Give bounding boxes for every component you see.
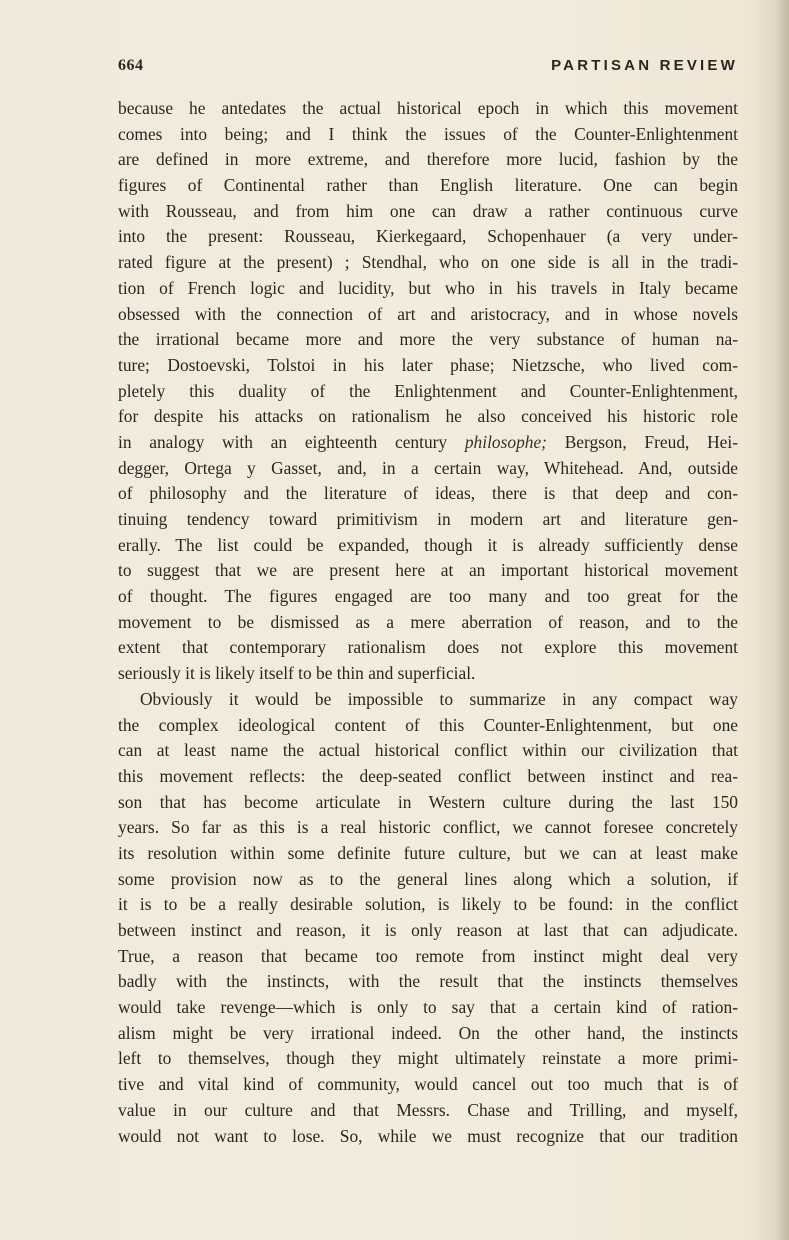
text-line: value in our culture and that Messrs. Chase and Trilling, and myself,	[118, 1099, 738, 1120]
text-line: the irrational became more and more the very substance of human na-	[118, 329, 738, 350]
text-line: are defined in more extreme, and therefore more lucid, fashion by the	[118, 149, 738, 170]
text-line: would not want to lose. So, while we must recognize that our tradition	[118, 1125, 738, 1146]
paragraph-end-line: seriously it is likely itself to be thin and superficial.	[118, 663, 476, 684]
text-line: with Rousseau, and from him one can draw a rather continuous curve	[118, 200, 738, 221]
text-line: left to themselves, though they might ultimately reinstate a more primi-	[118, 1048, 738, 1069]
text-line: between instinct and reason, it is only reason at last that can adjudicate.	[118, 920, 738, 940]
text-run: Bergson, Freud, Hei-	[546, 431, 738, 452]
text-line: this movement reflects: the deep-seated conflict between instinct and rea-	[118, 765, 738, 786]
text-line: some provision now as to the general lines along which a solution, if	[118, 868, 738, 889]
text-line: erally. The list could be expanded, though it is already sufficiently dense	[118, 534, 738, 555]
text-line: tive and vital kind of community, would cancel out too much that is of	[118, 1074, 738, 1095]
text-line: alism might be very irrational indeed. On the other hand, the instincts	[118, 1022, 738, 1043]
running-head	[118, 57, 738, 81]
text-line: it is to be a really desirable solution, is likely to be found: in the conflict	[118, 894, 738, 915]
text-line: would take revenge—which is only to say that a certain kind of ration-	[118, 997, 738, 1018]
text-line: son that has become articulate in Western culture during the last 150	[118, 791, 738, 812]
text-line: to suggest that we are present here at an important historical movement	[118, 560, 738, 581]
text-line: its resolution within some definite future culture, but we can at least make	[118, 842, 738, 863]
text-line: years. So far as this is a real historic conflict, we cannot foresee concretely	[118, 817, 738, 838]
page-edge-shadow	[775, 0, 789, 1240]
journal-title: PARTISAN REVIEW	[551, 57, 738, 74]
text-line: can at least name the actual historical conflict within our civilization that	[118, 740, 738, 761]
text-line: ture; Dostoevski, Tolstoi in his later phase; Nietzsche, who lived com-	[118, 354, 738, 375]
paragraph-first-line: Obviously it would be impossible to summarize in any compact way	[140, 688, 738, 709]
text-line: True, a reason that became too remote from instinct might deal very	[118, 945, 738, 966]
text-line: obsessed with the connection of art and aristocracy, and in whose novels	[118, 303, 738, 324]
text-line: rated figure at the present) ; Stendhal, who on one side is all in the tradi-	[118, 252, 738, 273]
article-body	[118, 96, 738, 1149]
text-line: badly with the instincts, with the result that the instincts themselves	[118, 971, 738, 992]
text-line: for despite his attacks on rationalism he also conceived his historic role	[118, 406, 738, 427]
italic-term: philosophe;	[464, 431, 547, 452]
text-line: extent that contemporary rationalism does not explore this movement	[118, 637, 738, 658]
text-line: comes into being; and I think the issues of the Counter-Enlightenment	[118, 123, 738, 144]
text-line: figures of Continental rather than English literature. One can begin	[118, 175, 738, 196]
text-line: because he antedates the actual historical epoch in which this movement	[118, 98, 738, 118]
text-line: the complex ideological content of this Counter-Enlightenment, but one	[118, 714, 738, 735]
text-line: pletely this duality of the Enlightenment and Counter-Enlightenment,	[118, 380, 738, 401]
text-line: degger, Ortega y Gasset, and, in a certain way, Whitehead. And, outside	[118, 457, 738, 478]
text-run: in analogy with an eighteenth century	[118, 431, 465, 452]
text-line-with-italic	[118, 430, 738, 456]
text-line: of thought. The figures engaged are too many and too great for the	[118, 586, 738, 607]
page-number: 664	[118, 57, 144, 74]
text-line: of philosophy and the literature of ideas, there is that deep and con-	[118, 483, 738, 504]
text-line: tinuing tendency toward primitivism in modern art and literature gen-	[118, 509, 738, 529]
text-line: tion of French logic and lucidity, but who in his travels in Italy became	[118, 277, 738, 298]
text-line: movement to be dismissed as a mere aberration of reason, and to the	[118, 611, 738, 632]
text-line: into the present: Rousseau, Kierkegaard, Schopenhauer (a very under-	[118, 226, 738, 247]
